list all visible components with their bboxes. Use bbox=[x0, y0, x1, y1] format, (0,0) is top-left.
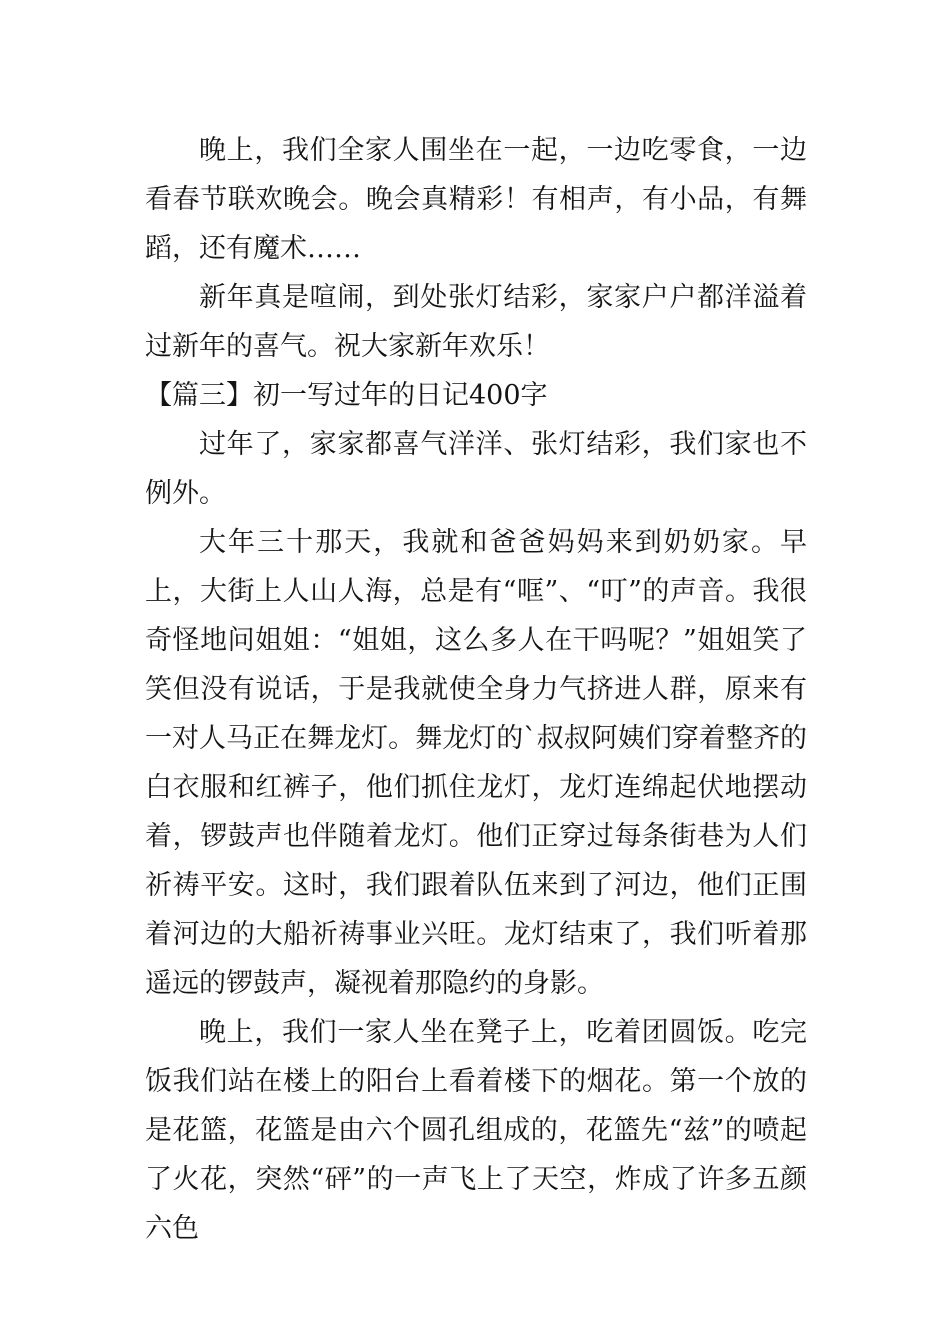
paragraph-dragon-dance: 大年三十那天，我就和爸爸妈妈来到奶奶家。早上，大街上人山人海，总是有“哐”、“叮”的声音。我很奇怪地问姐姐：“姐姐，这么多人在干吗呢？”姐姐笑了笑但没有说话，于是我就使全身力气挤进人群，原来有一对人马正在舞龙灯。舞龙灯的`叔叔阿姨们穿着整齐的白衣服和红裤子，他们抓住龙灯，龙灯连绵起伏地摆动着，锣鼓声也伴随着龙灯。他们正穿过每条街巷为人们祈祷平安。这时，我们跟着队伍来到了河边，他们正围着河边的大船祈祷事业兴旺。龙灯结束了，我们听着那遥远的锣鼓声，凝视着那隐约的身影。 bbox=[145, 527, 807, 999]
document-body bbox=[145, 126, 807, 1253]
paragraph-new-year-greeting: 新年真是喧闹，到处张灯结彩，家家户户都洋溢着过新年的喜气。祝大家新年欢乐！ bbox=[145, 282, 807, 362]
section-heading: 【篇三】初一写过年的日记400字 bbox=[145, 380, 548, 411]
paragraph-festive-home: 过年了，家家都喜气洋洋、张灯结彩，我们家也不例外。 bbox=[145, 429, 807, 509]
paragraph-fireworks: 晚上，我们一家人坐在凳子上，吃着团圆饭。吃完饭我们站在楼上的阳台上看着楼下的烟花。第一个放的是花篮，花篮是由六个圆孔组成的，花篮先“兹”的喷起了火花，突然“砰”的一声飞上了天空，炸成了许多五颜六色 bbox=[145, 1017, 807, 1244]
paragraph-new-year-eve-tv: 晚上，我们全家人围坐在一起，一边吃零食，一边看春节联欢晚会。晚会真精彩！有相声，有小品，有舞蹈，还有魔术…… bbox=[145, 135, 807, 264]
